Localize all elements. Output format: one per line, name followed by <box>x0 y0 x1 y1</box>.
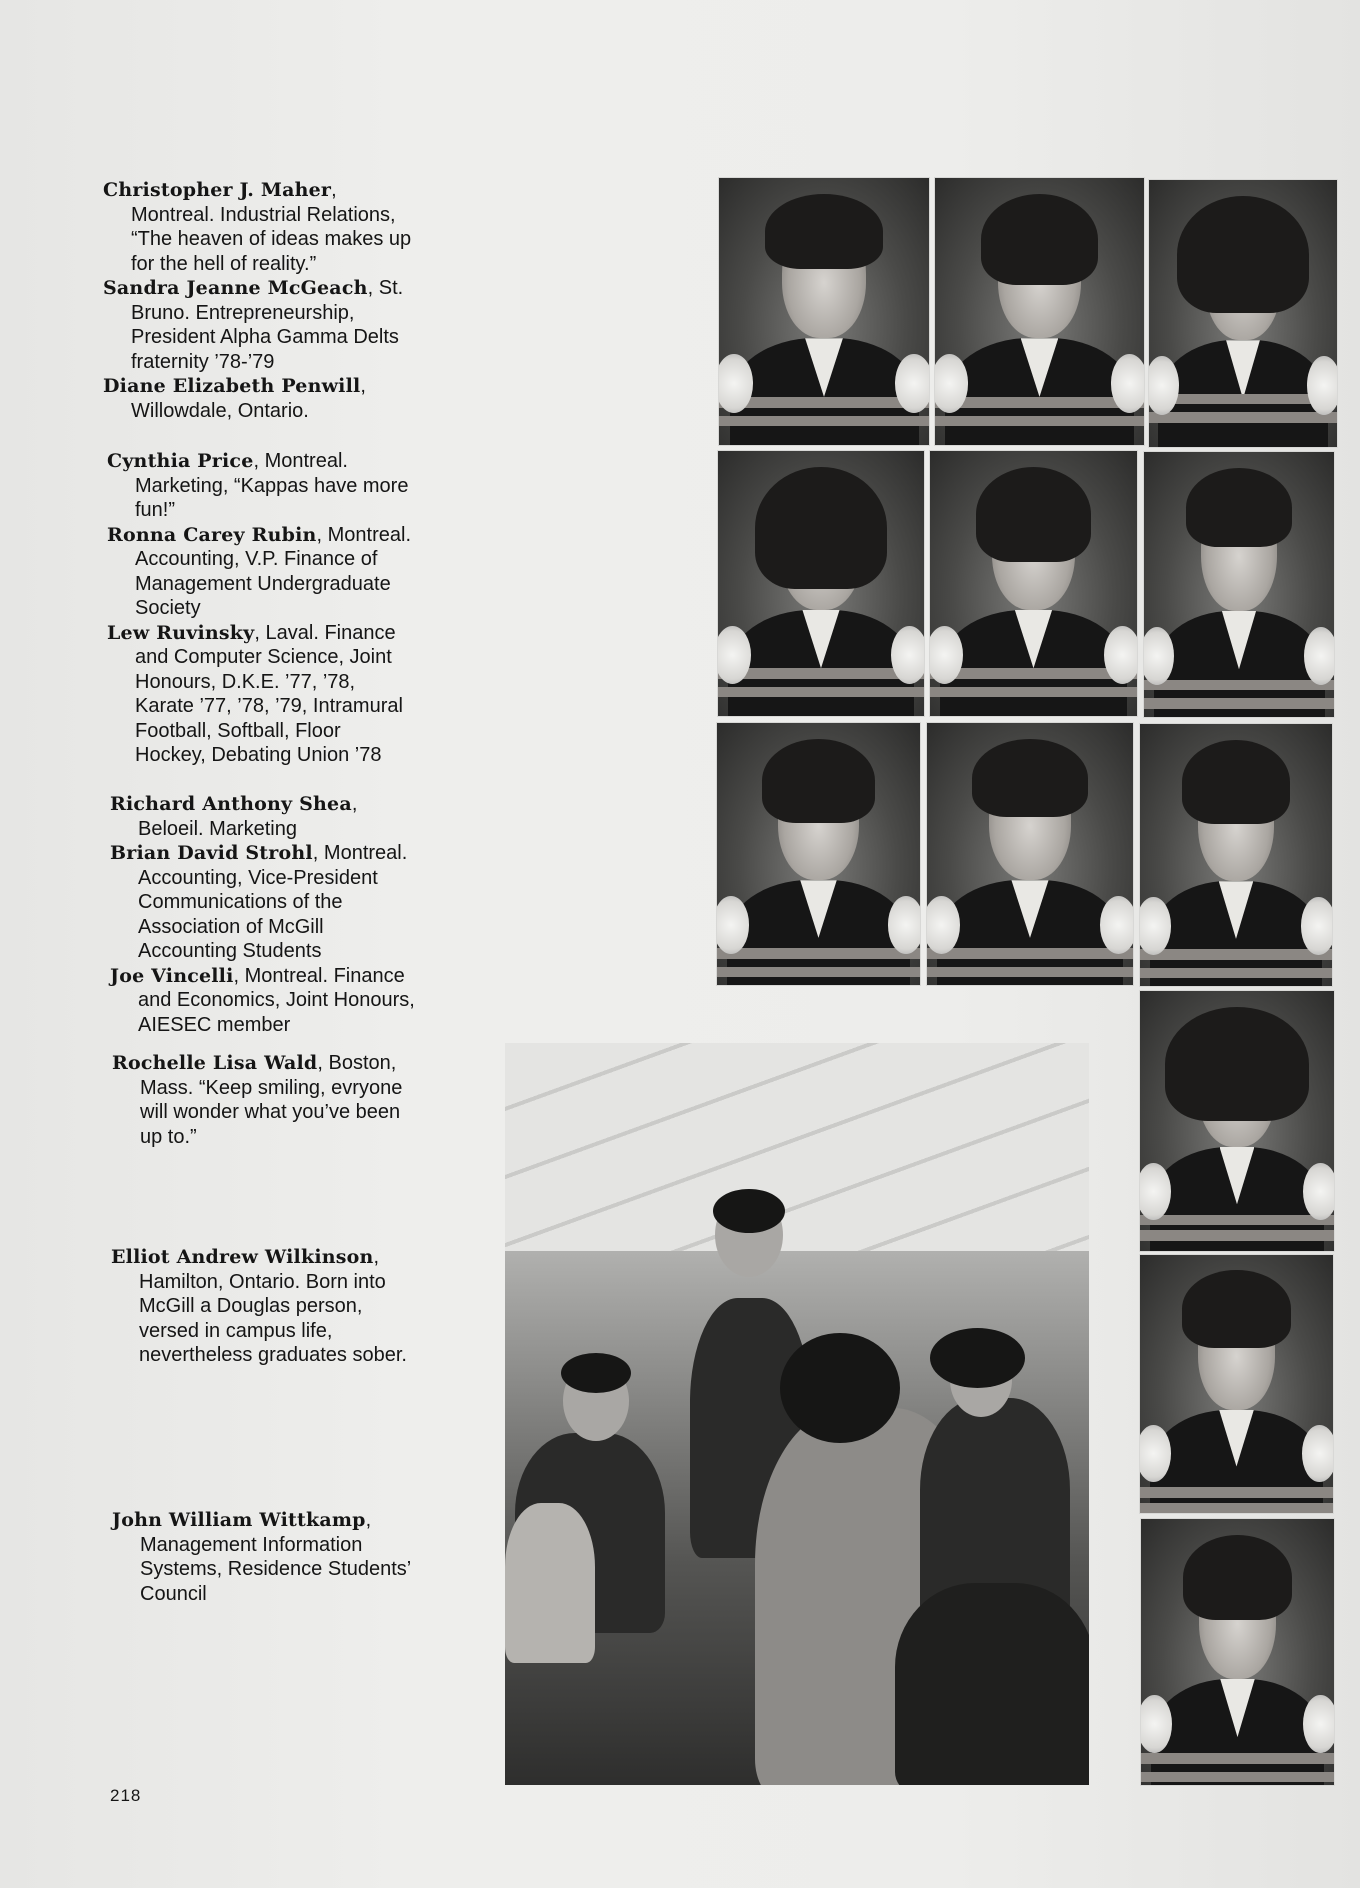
bio-entry-ruvinsky: Lew Ruvinsky, Laval. Finance and Computer Science, Joint Honours, D.K.E. ’77, ’78, Karate ’77, ’78, ’79, Intramural Football, Softball, Floor Hockey, Debating Union ’78 <box>107 621 403 766</box>
bio-group-2 <box>107 449 487 768</box>
student-name: Joe Vincelli <box>110 964 234 987</box>
student-name: Christopher J. Maher <box>103 179 332 201</box>
bio-entry-shea: Richard Anthony Shea, Beloeil. Marketing <box>110 793 358 840</box>
candid-group-photo <box>505 1043 1089 1785</box>
bio-entry-wald: Rochelle Lisa Wald, Boston, Mass. “Keep smiling, evryone will wonder what you’ve been up to.” <box>112 1052 403 1148</box>
portrait-photo-rubin <box>929 450 1138 717</box>
portrait-photo-strohl <box>926 722 1134 986</box>
bio-entry-price: Cynthia Price, Montreal. Marketing, “Kappas have more fun!” <box>107 450 409 521</box>
portrait-photo-wittkamp <box>1140 1518 1335 1786</box>
student-name: Elliot Andrew Wilkinson <box>111 1246 374 1268</box>
bio-entry-strohl: Brian David Strohl, Montreal. Accounting, Vice-President Communications of the Association of McGill Accounting Students <box>110 842 408 962</box>
bio-entry-mcgeach: Sandra Jeanne McGeach, St. Bruno. Entrepreneurship, President Alpha Gamma Delts fraternity ’78-’79 <box>103 277 404 373</box>
bio-entry-penwill: Diane Elizabeth Penwill, Willowdale, Ontario. <box>103 375 366 422</box>
student-name: Ronna Carey Rubin <box>107 523 317 546</box>
student-name: Sandra Jeanne McGeach <box>103 277 368 299</box>
bio-entry-wittkamp: John William Wittkamp, Management Information Systems, Residence Students’ Council <box>112 1509 412 1605</box>
bio-group-5 <box>111 1245 491 1368</box>
portrait-photo-penwill <box>1148 179 1338 448</box>
student-name: John William Wittkamp <box>112 1509 366 1531</box>
student-name: Brian David Strohl <box>110 842 313 864</box>
portrait-photo-maher <box>718 177 930 446</box>
bio-group-3 <box>110 792 490 1037</box>
portrait-photo-wilkinson <box>1139 1254 1334 1514</box>
bio-group-4 <box>112 1051 492 1149</box>
student-name: Cynthia Price <box>107 450 254 472</box>
bio-entry-wilkinson: Elliot Andrew Wilkinson, Hamilton, Ontario. Born into McGill a Douglas person, versed in campus life, nevertheless graduates sober. <box>111 1246 407 1366</box>
bio-entry-vincelli: Joe Vincelli, Montreal. Finance and Economics, Joint Honours, AIESEC member <box>110 964 415 1036</box>
portrait-photo-vincelli <box>1139 723 1333 987</box>
bio-entry-rubin: Ronna Carey Rubin, Montreal. Accounting, V.P. Finance of Management Undergraduate Society <box>107 523 412 619</box>
student-name: Diane Elizabeth Penwill <box>103 375 361 397</box>
portrait-photo-ruvinsky <box>1143 451 1335 718</box>
bio-entry-maher: Christopher J. Maher, Montreal. Industrial Relations, “The heaven of ideas makes up for the hell of reality.” <box>103 179 412 275</box>
student-name: Richard Anthony Shea <box>110 793 352 815</box>
bio-group-1 <box>103 178 483 423</box>
portrait-photo-mcgeach <box>934 177 1145 446</box>
page-number: 218 <box>110 1786 142 1805</box>
bio-group-6 <box>112 1508 492 1606</box>
portrait-photo-wald <box>1139 990 1335 1252</box>
portrait-photo-shea <box>716 722 921 986</box>
portrait-photo-price <box>717 450 925 717</box>
student-name: Lew Ruvinsky <box>107 621 255 644</box>
student-name: Rochelle Lisa Wald <box>112 1052 318 1074</box>
